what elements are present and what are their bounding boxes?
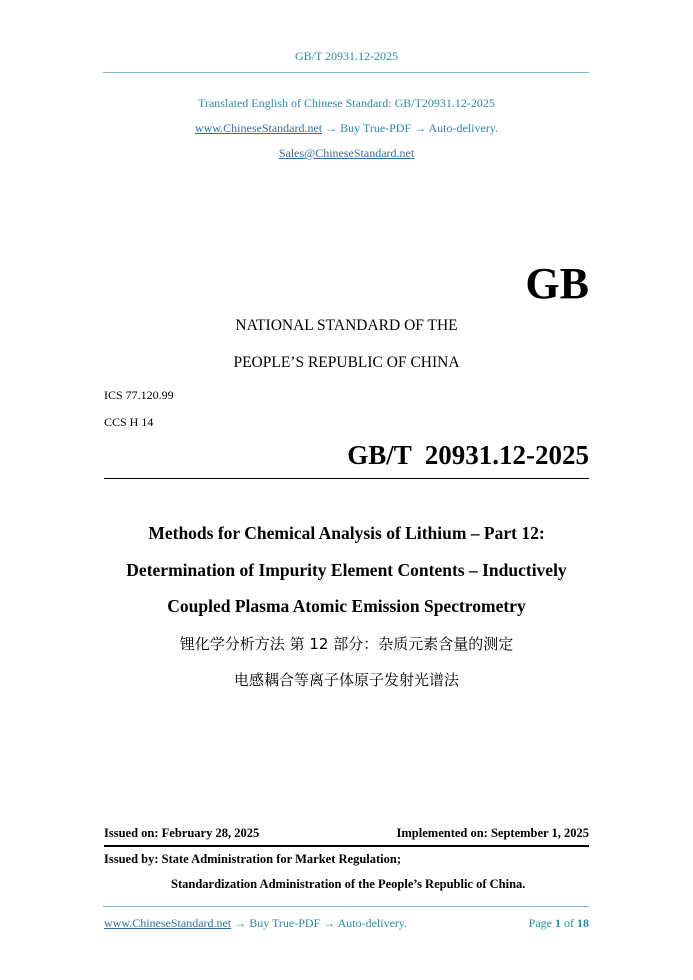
footer-site-link[interactable]: www.ChineseStandard.net (104, 916, 232, 930)
running-header: GB/T 20931.12-2025 (294, 49, 399, 63)
page-current: 1 (555, 916, 561, 930)
arrow-right-icon: → (323, 916, 336, 930)
title-cn-line2: 电感耦合等离子体原子发射光谱法 (233, 671, 459, 689)
title-en-line2: Determination of Impurity Element Contents – Inductively (126, 560, 567, 580)
title-en-line3: Coupled Plasma Atomic Emission Spectrometry (167, 596, 526, 616)
national-standard-line2: PEOPLE’S REPUBLIC OF CHINA (233, 354, 460, 371)
footer-auto-delivery-text: Auto-delivery. (337, 916, 408, 930)
promo-links (0, 121, 693, 136)
page-of-label: of (564, 916, 574, 930)
standard-number: GB/T 20931.12-2025 (347, 440, 589, 470)
sales-email-row (0, 146, 693, 161)
arrow-right-icon: → (234, 916, 247, 930)
footer-buy-true-pdf-text: Buy True-PDF (249, 916, 321, 930)
issued-by-line1: Issued by: State Administration for Market Regulation; (104, 852, 401, 866)
footer-rule (103, 906, 589, 907)
standard-number-rule (104, 478, 589, 479)
sales-email-link[interactable]: Sales@ChineseStandard.net (278, 146, 415, 160)
header-rule (103, 72, 589, 73)
national-standard-line1: NATIONAL STANDARD OF THE (235, 317, 458, 334)
issued-on-date: Issued on: February 28, 2025 (104, 826, 260, 840)
arrow-right-icon: → (414, 121, 427, 135)
ics-code: ICS 77.120.99 (104, 388, 174, 402)
implemented-on-date: Implemented on: September 1, 2025 (396, 826, 589, 840)
gb-logo: GB (525, 259, 589, 308)
page-indicator (529, 916, 589, 931)
buy-true-pdf-text: Buy True-PDF (340, 121, 412, 135)
auto-delivery-text: Auto-delivery. (428, 121, 499, 135)
page-total: 18 (577, 916, 589, 930)
footer-links (104, 916, 407, 931)
title-cn-line1: 锂化学分析方法 第 12 部分：杂质元素含量的测定 (179, 635, 514, 653)
arrow-right-icon: → (325, 121, 338, 135)
page-label: Page (528, 916, 552, 930)
issued-by-line2: Standardization Administration of the People’s Republic of China. (171, 877, 526, 891)
site-link[interactable]: www.ChineseStandard.net (194, 121, 323, 135)
title-en-line1: Methods for Chemical Analysis of Lithium – Part 12: (148, 523, 545, 543)
translated-line: Translated English of Chinese Standard: GB/T20931.12-2025 (198, 96, 495, 110)
dates-rule (104, 845, 589, 847)
ccs-code: CCS H 14 (104, 415, 154, 429)
